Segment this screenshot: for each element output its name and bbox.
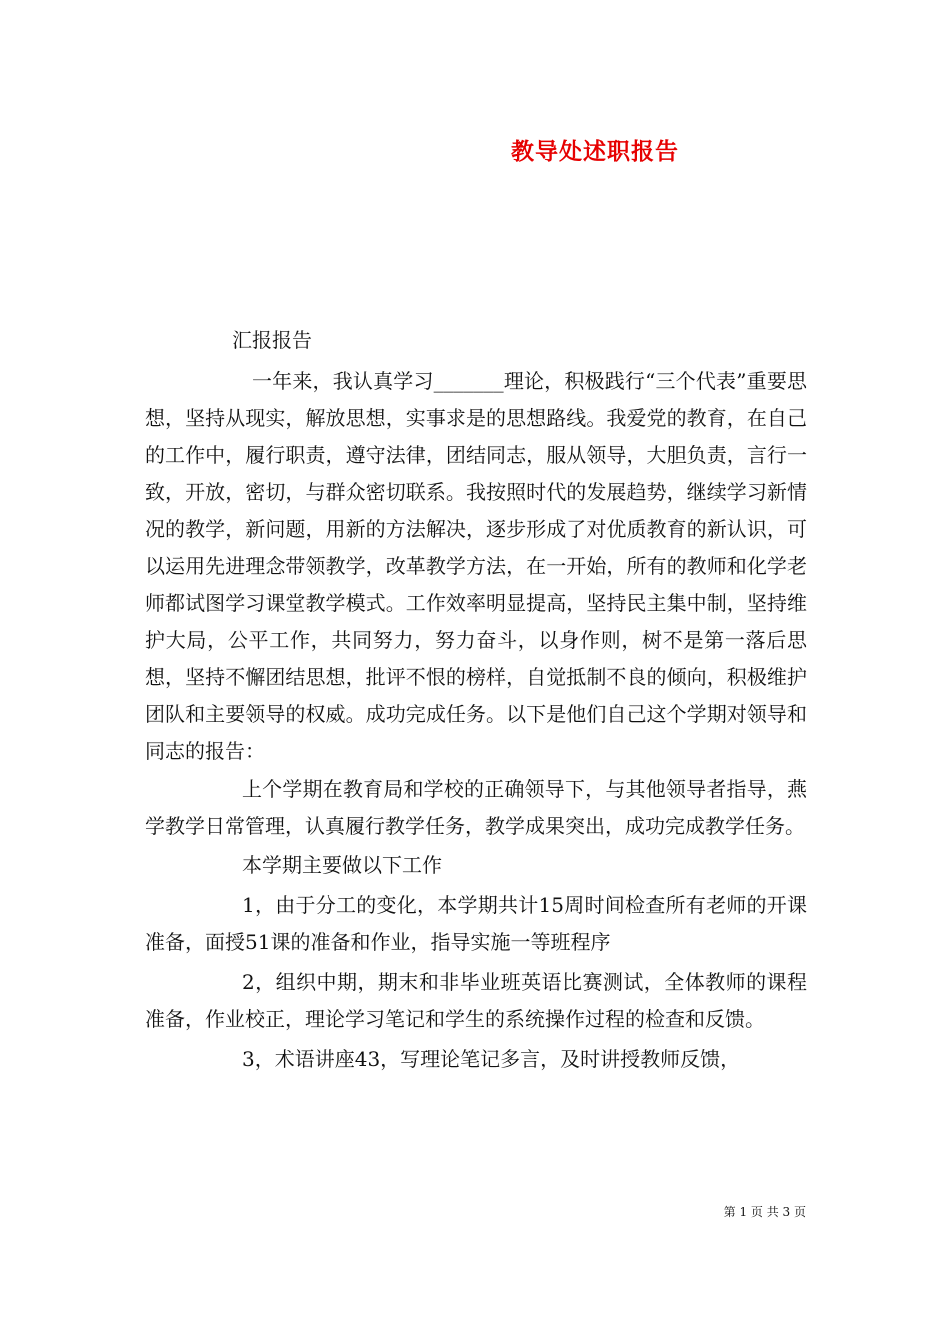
- paragraph-item-1: 1，由于分工的变化，本学期共计15周时间检查所有老师的开课准备，面授51课的准备和作业，指导实施一等班程序: [145, 893, 807, 954]
- document-title: 教导处述职报告: [511, 138, 679, 165]
- paragraph-work-lead: 本学期主要做以下工作: [242, 853, 442, 877]
- paragraph-intro: 一年来，我认真学习_______理论，积极践行“三个代表”重要思想，坚持从现实，解放思想，实事求是的思想路线。我爱党的教育，在自己的工作中，履行职责，遵守法律，团结同志，服从领导，大胆负责，言行一致，开放，密切，与群众密切联系。我按照时代的发展趋势，继续学习新情况的教学，新问题，用新的方法解决，逐步形成了对优质教育的新认识，可以运用先进理念带领教学，改革教学方法，在一开始，所有的教师和化学老师都试图学习课堂教学模式。工作效率明显提高，坚持民主集中制，坚持维护大局，公平工作，共同努力，努力奋斗，以身作则，树不是第一落后思想，坚持不懈团结思想，批评不恨的榜样，自觉抵制不良的倾向，积极维护团队和主要领导的权威。成功完成任务。以下是他们自己这个学期对领导和同志的报告：: [145, 369, 807, 763]
- paragraph-item-2: 2，组织中期，期末和非毕业班英语比赛测试，全体教师的课程准备，作业校正，理论学习笔记和学生的系统操作过程的检查和反馈。: [145, 970, 807, 1031]
- document-body: [145, 363, 807, 1078]
- paragraph-item-3: 3，术语讲座43，写理论笔记多言，及时讲授教师反馈，: [242, 1047, 741, 1071]
- report-subheading: 汇报报告: [232, 328, 312, 352]
- page-number-footer: 第 1 页 共 3 页: [723, 1205, 806, 1219]
- paragraph-summary: 上个学期在教育局和学校的正确领导下，与其他领导者指导，燕学教学日常管理，认真履行教学任务，教学成果突出，成功完成教学任务。: [145, 777, 807, 838]
